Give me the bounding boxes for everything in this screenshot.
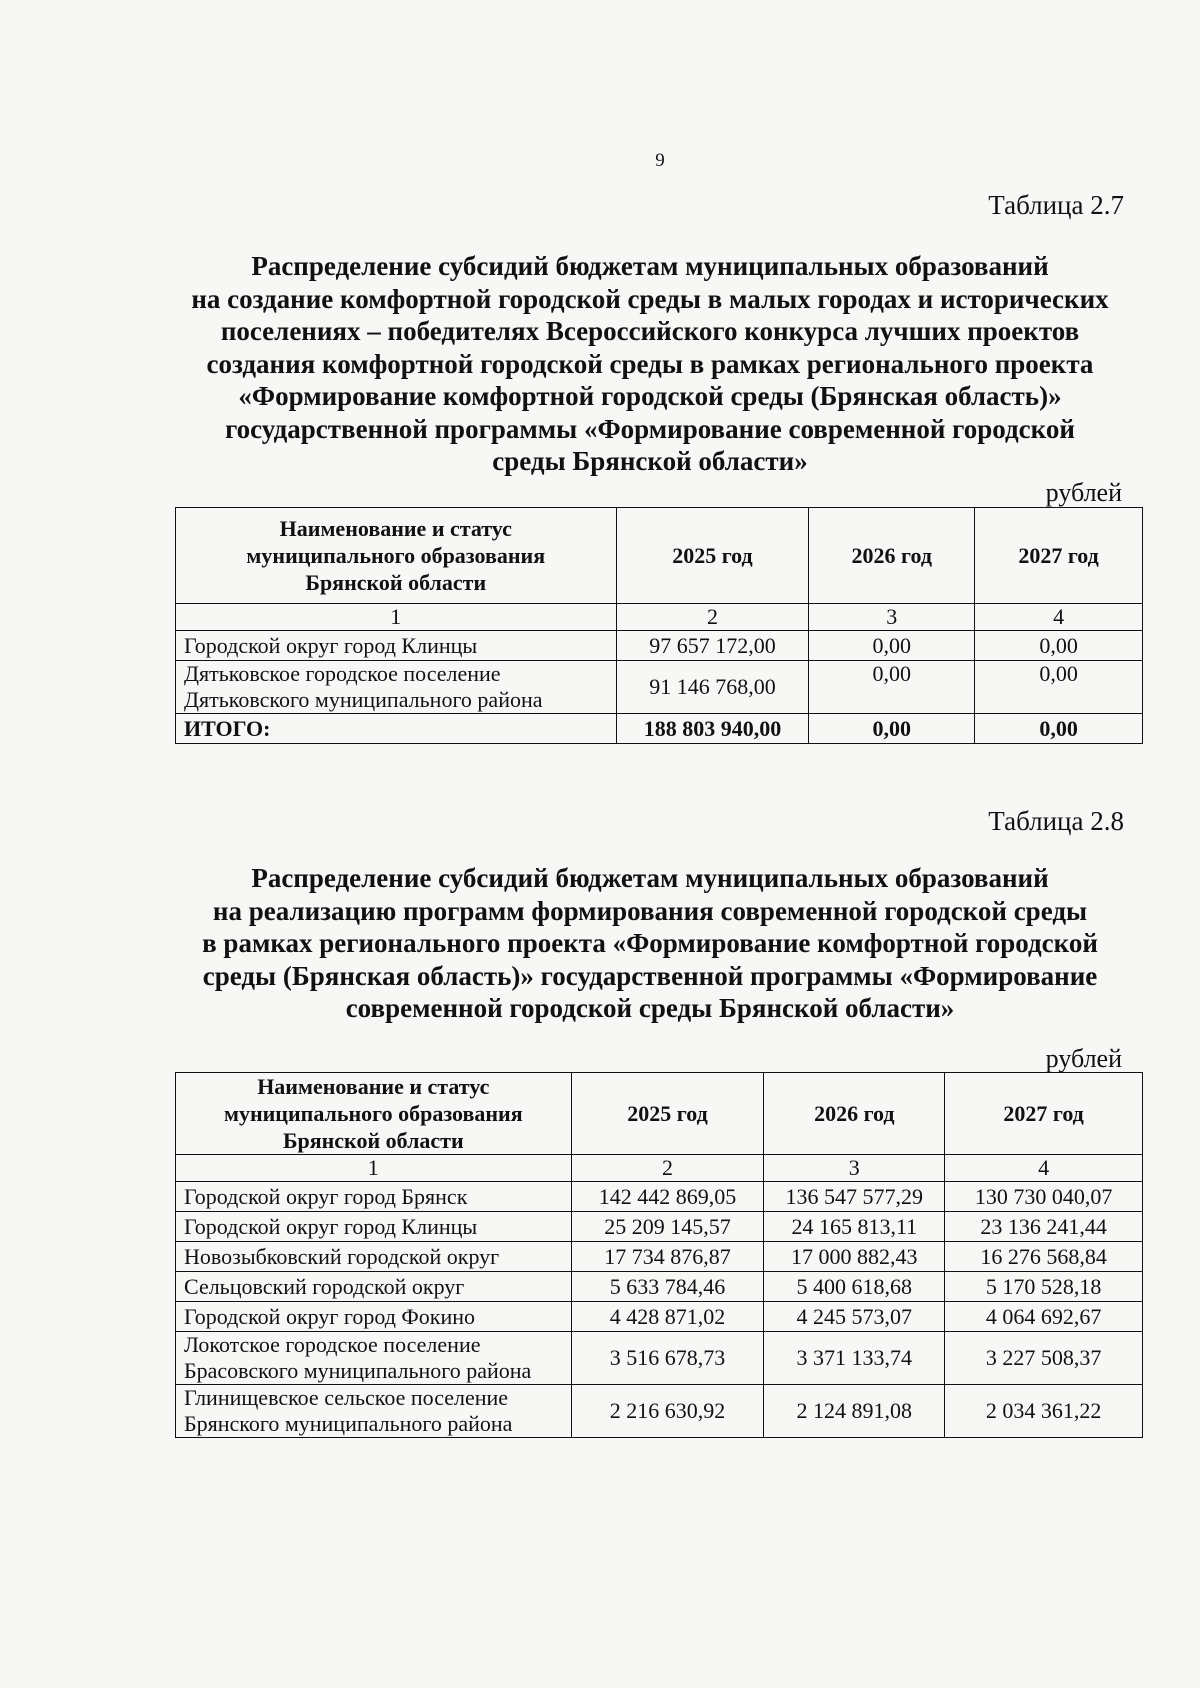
table-row <box>176 1332 1143 1385</box>
index-cell: 1 <box>176 1155 572 1182</box>
value-2026: 24 165 813,11 <box>764 1212 945 1242</box>
page-number: 9 <box>655 150 665 171</box>
header-2025: 2025 год <box>571 1073 764 1155</box>
value-2026: 5 400 618,68 <box>764 1272 945 1302</box>
header-2027: 2027 год <box>945 1073 1143 1155</box>
value-2027: 5 170 528,18 <box>945 1272 1143 1302</box>
index-row <box>176 1155 1143 1182</box>
value-2027: 16 276 568,84 <box>945 1242 1143 1272</box>
index-cell: 2 <box>616 604 809 631</box>
title-line: «Формирование комфортной городской среды (Брянская область)» <box>238 381 1062 411</box>
row-name: Городской округ город Клинцы <box>176 631 617 661</box>
total-2026: 0,00 <box>809 714 975 744</box>
header-2026: 2026 год <box>809 508 975 604</box>
title-line: Распределение субсидий бюджетам муниципальных образований <box>251 251 1049 281</box>
value-2026: 2 124 891,08 <box>764 1385 945 1438</box>
title-line: современной городской среды Брянской области» <box>345 993 955 1023</box>
header-2027: 2027 год <box>975 508 1143 604</box>
index-cell: 3 <box>764 1155 945 1182</box>
value-2027: 4 064 692,67 <box>945 1302 1143 1332</box>
title-line: создания комфортной городской среды в рамках регионального проекта <box>206 348 1094 379</box>
index-row <box>176 604 1143 631</box>
index-cell: 1 <box>176 604 617 631</box>
header-name: Наименование и статус муниципального образования Брянской области <box>176 1073 572 1155</box>
table-2-7-unit: рублей <box>1045 478 1122 507</box>
value-2025: 3 516 678,73 <box>571 1332 764 1385</box>
table-row <box>176 661 1143 714</box>
table-header-row <box>176 508 1143 604</box>
table-2-8-unit: рублей <box>1045 1044 1122 1073</box>
title-line: поселениях – победителях Всероссийского конкурса лучших проектов <box>220 316 1080 346</box>
table-row <box>176 1272 1143 1302</box>
title-line: на реализацию программ формирования современной городской среды <box>212 895 1088 926</box>
value-2025: 91 146 768,00 <box>616 661 809 714</box>
title-line: Распределение субсидий бюджетам муниципальных образований <box>251 863 1049 893</box>
title-line: среды Брянской области» <box>492 446 808 476</box>
table-row <box>176 1302 1143 1332</box>
row-name: Локотское городское поселение Брасовского муниципального района <box>176 1332 572 1385</box>
row-name: Городской округ город Клинцы <box>176 1212 572 1242</box>
table-header-row <box>176 1073 1143 1155</box>
table-2-7-title <box>170 250 1130 478</box>
value-2026: 4 245 573,07 <box>764 1302 945 1332</box>
table-2-8-label: Таблица 2.8 <box>988 806 1124 836</box>
index-cell: 2 <box>571 1155 764 1182</box>
value-2026: 0,00 <box>809 631 975 661</box>
title-line: на создание комфортной городской среды в малых городах и исторических <box>191 283 1109 314</box>
value-2027: 3 227 508,37 <box>945 1332 1143 1385</box>
value-2027: 130 730 040,07 <box>945 1182 1143 1212</box>
value-2026: 0,00 <box>809 661 975 714</box>
index-cell: 3 <box>809 604 975 631</box>
row-name: Городской округ город Брянск <box>176 1182 572 1212</box>
table-row <box>176 1212 1143 1242</box>
table-2-8-title <box>170 862 1130 1025</box>
value-2025: 25 209 145,57 <box>571 1212 764 1242</box>
header-2026: 2026 год <box>764 1073 945 1155</box>
table-2-7-label: Таблица 2.7 <box>988 190 1124 220</box>
value-2025: 97 657 172,00 <box>616 631 809 661</box>
title-line: государственной программы «Формирование современной городской <box>225 413 1075 444</box>
index-cell: 4 <box>975 604 1143 631</box>
value-2025: 17 734 876,87 <box>571 1242 764 1272</box>
total-label: ИТОГО: <box>176 714 617 744</box>
total-2027: 0,00 <box>975 714 1143 744</box>
table-row <box>176 631 1143 661</box>
title-line: среды (Брянская область)» государственной программы «Формирование <box>202 960 1098 991</box>
value-2025: 5 633 784,46 <box>571 1272 764 1302</box>
value-2027: 2 034 361,22 <box>945 1385 1143 1438</box>
total-2025: 188 803 940,00 <box>616 714 809 744</box>
table-row <box>176 1242 1143 1272</box>
value-2027: 23 136 241,44 <box>945 1212 1143 1242</box>
value-2025: 142 442 869,05 <box>571 1182 764 1212</box>
table-2-7 <box>175 507 1143 744</box>
title-line: в рамках регионального проекта «Формирование комфортной городской <box>202 928 1098 958</box>
table-2-8 <box>175 1072 1143 1438</box>
value-2026: 136 547 577,29 <box>764 1182 945 1212</box>
row-name: Сельцовский городской округ <box>176 1272 572 1302</box>
row-name: Новозыбковский городской округ <box>176 1242 572 1272</box>
index-cell: 4 <box>945 1155 1143 1182</box>
row-name: Городской округ город Фокино <box>176 1302 572 1332</box>
total-row <box>176 714 1143 744</box>
value-2027: 0,00 <box>975 631 1143 661</box>
table-row <box>176 1385 1143 1438</box>
table-row <box>176 1182 1143 1212</box>
value-2026: 3 371 133,74 <box>764 1332 945 1385</box>
row-name: Дятьковское городское поселение Дятьковского муниципального района <box>176 661 617 714</box>
value-2027: 0,00 <box>975 661 1143 714</box>
row-name: Глинищевское сельское поселение Брянского муниципального района <box>176 1385 572 1438</box>
header-2025: 2025 год <box>616 508 809 604</box>
header-name: Наименование и статус муниципального образования Брянской области <box>176 508 617 604</box>
value-2025: 4 428 871,02 <box>571 1302 764 1332</box>
value-2025: 2 216 630,92 <box>571 1385 764 1438</box>
value-2026: 17 000 882,43 <box>764 1242 945 1272</box>
